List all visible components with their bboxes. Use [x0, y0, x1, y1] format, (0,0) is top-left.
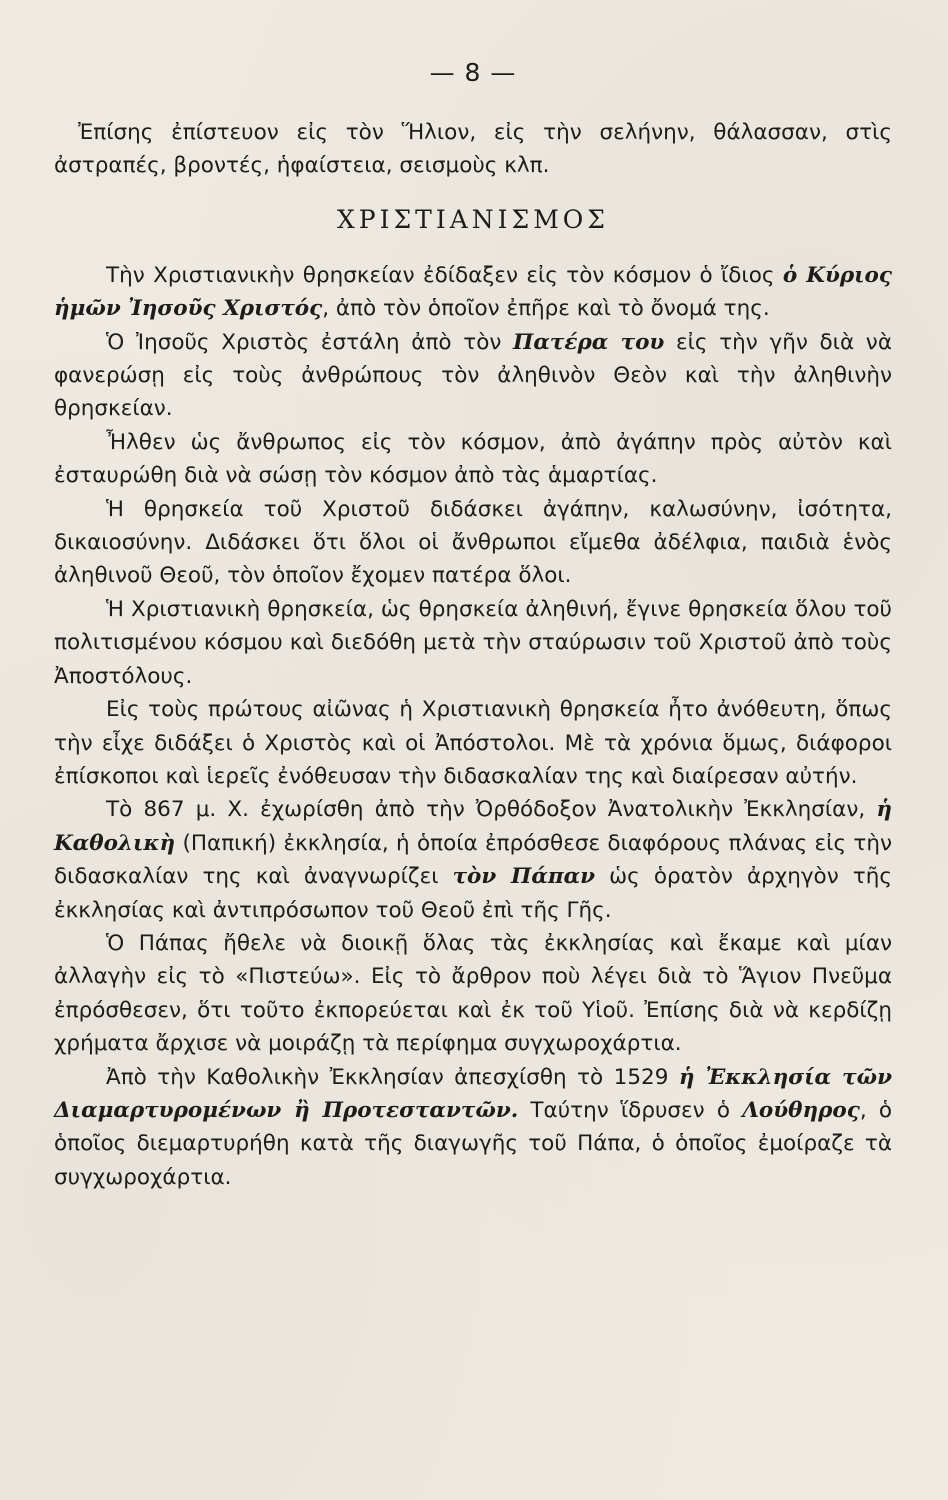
paragraph-text: Ἐπίσης ἐπίστευον εἰς τὸν Ἥλιον, εἰς τὴν σελήνην, θάλασσαν, στὶς ἀστραπές, βροντές, ἡφαίστεια, σεισμοὺς κλπ. — [54, 120, 892, 179]
paragraph — [54, 793, 892, 927]
emphasized-text: τὸν Πάπαν — [452, 864, 596, 890]
paragraph-text: , ὁ ὁποῖος διεμαρτυρήθη κατὰ τῆς διαγωγῆς τοῦ Πάπα, ὁ ὁποῖος ἐμοίραζε τὰ συγχωροχάρτια. — [54, 1097, 893, 1190]
paragraph-text: Ὁ Πάπας ἤθελε νὰ διοικῇ ὅλας τὰς ἐκκλησίας καὶ ἔκαμε καὶ μίαν ἀλλαγὴν εἰς τὸ «Πιστεύω». Εἰς τὸ ἄρθρον ποὺ λέγει διὰ τὸ Ἅγιον Πνεῦμα ἐπρόσθεσεν, ὅτι τοῦτο ἐκπορεύεται καὶ ἐκ τοῦ Υἱοῦ. Ἐπίσης διὰ νὰ κερδίζῃ χρήματα ἄρχισε νὰ μοιράζῃ τὰ περίφημα συγχωροχάρτια. — [54, 930, 892, 1057]
paragraph-text: Τὴν Χριστιανικὴν θρησκείαν ἐδίδαξεν εἰς τὸν κόσμον ὁ ἴδιος — [106, 262, 783, 288]
emphasized-text: ἡ Ἐκκλησία τῶν Διαμαρτυρομένων ἢ Προτεσταντῶν. — [54, 1064, 892, 1123]
emphasized-text: ὁ Κύριος ἡμῶν Ἰησοῦς Χριστός — [54, 262, 892, 322]
paragraph — [54, 1061, 892, 1195]
paragraph-text: Εἰς τοὺς πρώτους αἰῶνας ἡ Χριστιανικὴ θρησκεία ἦτο ἀνόθευτη, ὅπως τὴν εἶχε διδάξει ὁ Χριστὸς καὶ οἱ Ἀπόστολοι. Μὲ τὰ χρόνια ὅμως, διάφοροι ἐπίσκοποι καὶ ἱερεῖς ἐνόθευσαν τὴν διδασκαλίαν της καὶ διαίρεσαν αὐτήν. — [54, 697, 892, 789]
paragraph-text: Ἦλθεν ὡς ἄνθρωπος εἰς τὸν κόσμον, ἀπὸ ἀγάπην πρὸς αὐτὸν καὶ ἐσταυρώθη διὰ νὰ σώσῃ τὸν κόσμον ἀπὸ τὰς ἁμαρτίας. — [54, 429, 892, 489]
paragraph-text: (Παπική) ἐκκλησία, ἡ ὁποία ἐπρόσθεσε διαφόρους πλάνας εἰς τὴν διδασκαλίαν της καὶ ἀναγνωρίζει — [54, 830, 892, 890]
paragraph-text: , ἀπὸ τὸν ὁποῖον ἐπῆρε καὶ τὸ ὄνομά της. — [322, 296, 770, 322]
paragraph — [54, 326, 892, 426]
paragraph-text: Ἀπὸ τὴν Καθολικὴν Ἐκκλησίαν ἀπεσχίσθη τὸ 1529 — [106, 1064, 679, 1090]
page-number: — 8 — — [429, 58, 517, 87]
paragraph-text: Τὸ 867 μ. Χ. ἐχωρίσθη ἀπὸ τὴν Ὀρθόδοξον Ἀνατολικὴν Ἐκκλησίαν, — [106, 797, 877, 823]
emphasized-text: Πατέρα του — [513, 329, 665, 355]
paragraph — [54, 593, 892, 693]
paragraph-text: Ἡ θρησκεία τοῦ Χριστοῦ διδάσκει ἀγάπην, καλωσύνην, ἰσότητα, δικαιοσύνην. Διδάσκει ὅτι ὅλοι οἱ ἄνθρωποι εἴμεθα ἀδέλφια, παιδιὰ ἑνὸς ἀληθινοῦ Θεοῦ, τὸν ὁποῖον ἔχομεν πατέρα ὅλοι. — [54, 496, 892, 589]
paragraph — [54, 426, 892, 493]
paragraph — [54, 927, 892, 1061]
section-title: ΧΡΙΣΤΙΑΝΙΣΜΟΣ — [337, 204, 609, 234]
paragraph — [54, 259, 892, 326]
paragraph — [54, 493, 892, 593]
paragraph-text: Ταύτην ἵδρυσεν ὁ — [518, 1097, 743, 1123]
emphasized-text: Λούθηρος — [742, 1097, 860, 1123]
paragraph — [54, 693, 892, 793]
emphasized-text: ἡ Καθολικὴ — [54, 797, 892, 856]
paragraph-text: Ὁ Ἰησοῦς Χριστὸς ἐστάλη ἀπὸ τὸν — [106, 329, 514, 355]
paragraph-text: ὡς ὁρατὸν ἀρχηγὸν τῆς ἐκκλησίας καὶ ἀντιπρόσωπον τοῦ Θεοῦ ἐπὶ τῆς Γῆς. — [54, 864, 892, 923]
paragraph-text: εἰς τὴν γῆν διὰ νὰ φανερώσῃ εἰς τοὺς ἀνθρώπους τὸν ἀληθινὸν Θεὸν καὶ τὴν ἀληθινὴν θρησκείαν. — [54, 329, 892, 422]
paragraph-intro — [54, 116, 892, 183]
paragraph-text: Ἡ Χριστιανικὴ θρησκεία, ὡς θρησκεία ἀληθινή, ἔγινε θρησκεία ὅλου τοῦ πολιτισμένου κόσμου καὶ διεδόθη μετὰ τὴν σταύρωσιν τοῦ Χριστοῦ ἀπὸ τοὺς Ἀποστόλους. — [54, 596, 892, 689]
